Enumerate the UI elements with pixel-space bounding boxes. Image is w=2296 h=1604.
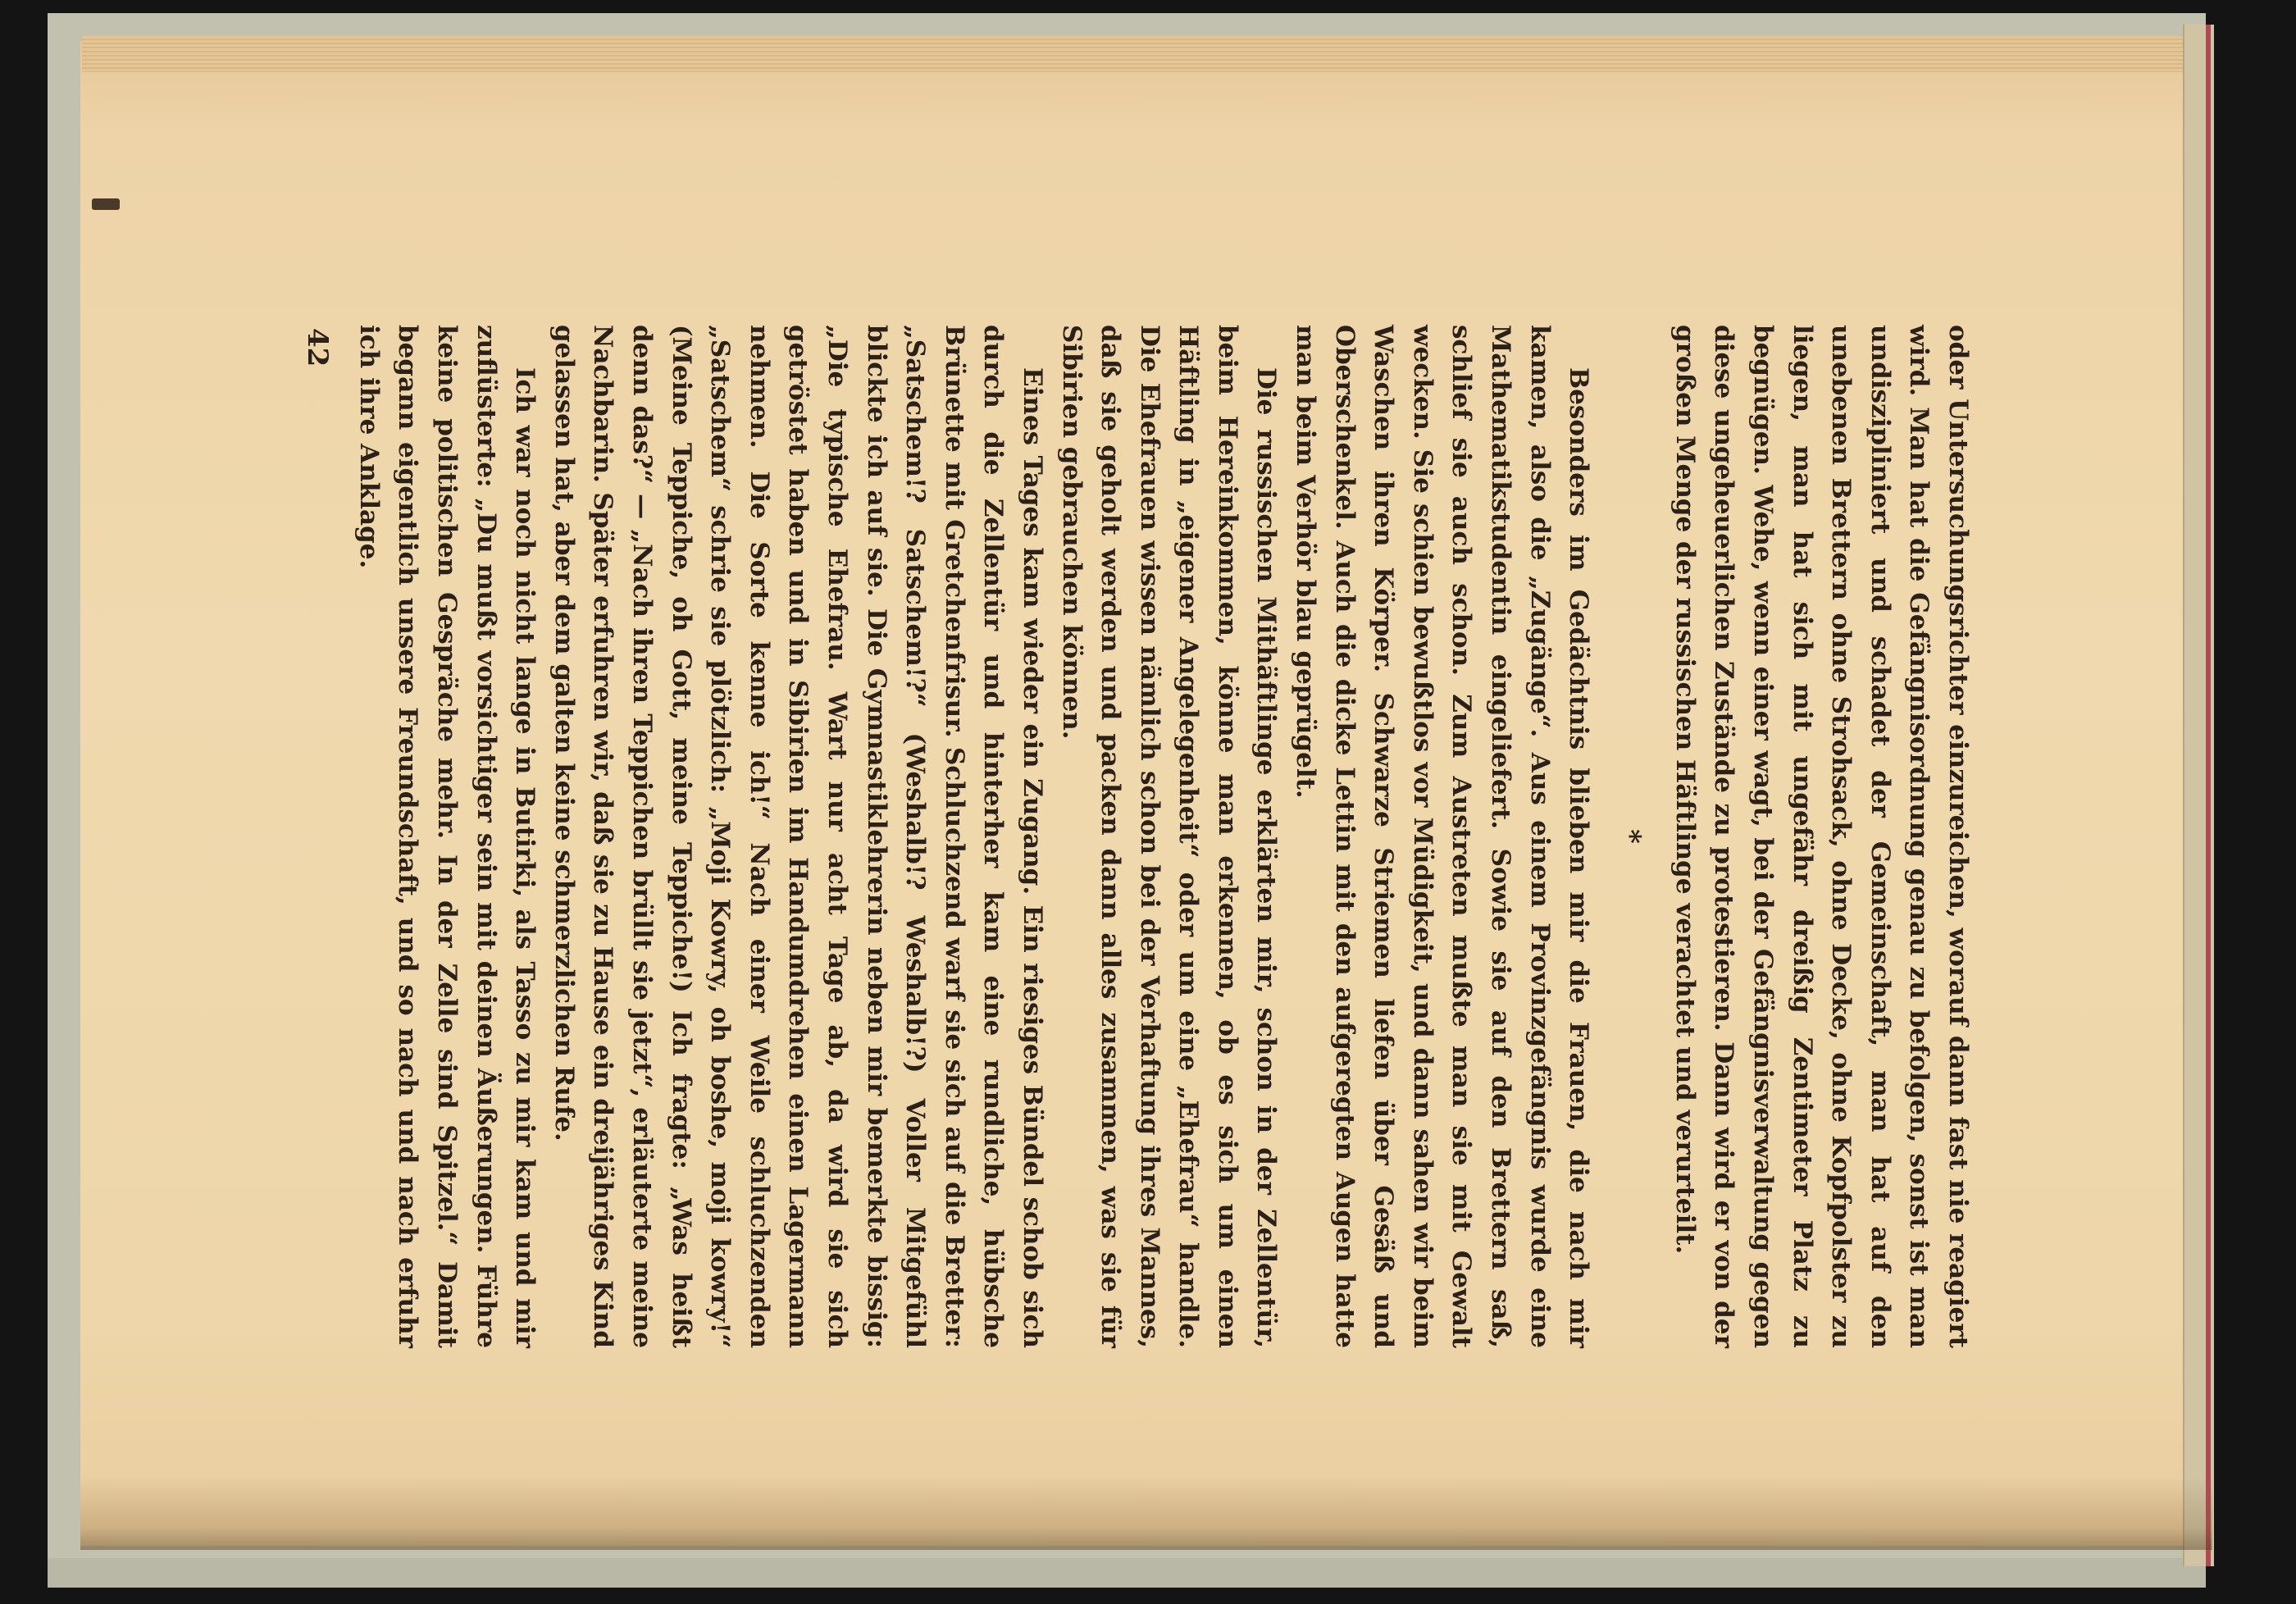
page-edge-red-stain xyxy=(2206,25,2211,1566)
page-text-block xyxy=(304,325,1977,1348)
paragraph: Eines Tages kam wieder ein Zugang. Ein riesiges Bündel schob sich durch die Zellentür und hinterher kam eine rundliche, hübsche Brünette mit Gretchenfrisur. Schluchzend warf sie sich auf die Bretter: „Satschem!? Satschem!?“ (Weshalb!? Weshalb!?) Voller Mitgefühl blickte ich auf sie. Die Gymnastiklehrerin neben mir bemerkte bissig: „Die typische Ehefrau. Wart nur acht Tage ab, da wird sie sich getröstet haben und in Sibirien im Handumdrehen einen Lagermann nehmen. Die Sorte kenne ich!“ Nach einer Weile schluchzenden „Satschem“ schrie sie plötzlich: „Moji Kowry, oh boshe, moji kowry!“ (Meine Teppiche, oh Gott, meine Teppiche!) Ich fragte: „Was heißt denn das?“ — „Nach ihren Teppichen brüllt sie jetzt“, erläuterte meine Nachbarin. Später erfuhren wir, daß sie zu Hause ein dreijähriges Kind gelassen hat, aber dem galten keine schmerzlichen Rufe. xyxy=(549,325,1047,1348)
page-number-wrapper xyxy=(301,328,334,367)
page-number: 42 xyxy=(301,328,334,367)
edge-mark xyxy=(92,198,120,210)
spine-gutter-shadow xyxy=(80,1476,2212,1550)
section-separator: * xyxy=(1614,829,1647,844)
paragraph: oder Untersuchungsrichter einzureichen, worauf dann fast nie reagiert wird. Man hat die Gefängnisordnung genau zu befolgen, sonst ist man undiszipliniert und schadet der Gemeinschaft, man hat auf den unebenen Brettern ohne Strohsack, ohne Decke, ohne Kopfpolster zu liegen, man hat sich mit ungefähr dreißig Zentimeter Platz zu begnügen. Wehe, wenn einer wagt, bei der Gefängnisverwaltung gegen diese ungeheuerlichen Zustände zu protestieren. Dann wird er von der großen Menge der russischen Häftlinge verachtet und verurteilt. xyxy=(1670,325,1973,1348)
book-cover-bottom-edge xyxy=(48,1558,2206,1588)
paragraph: Besonders im Gedächtnis blieben mir die Frauen, die nach mir kamen, also die „Zugänge“. Aus einem Provinzgefängnis wurde eine Mathematikstudentin eingeliefert. Sowie sie auf den Brettern saß, schlief sie auch schon. Zum Austreten mußte man sie mit Gewalt wecken. Sie schien bewußtlos vor Müdigkeit, und dann sahen wir beim Waschen ihren Körper. Schwarze Striemen liefen über Gesäß und Oberschenkel. Auch die dicke Lettin mit den aufgeregten Augen hatte man beim Verhör blau geprügelt. xyxy=(1291,325,1594,1348)
page-stack-edge xyxy=(82,36,2211,72)
paragraph: Die russischen Mithäftlinge erklärten mir, schon in der Zellentür, beim Hereinkommen, könne man erkennen, ob es sich um einen Häftling in „eigener Angelegenheit“ oder um eine „Ehefrau“ handle. Die Ehefrauen wissen nämlich schon bei der Verhaftung ihres Mannes, daß sie geholt werden und packen dann alles zusammen, was sie für Sibirien gebrauchen können. xyxy=(1056,325,1282,1348)
paragraph: Ich war noch nicht lange in Butirki, als Tasso zu mir kam und mir zuflüsterte: „Du mußt vorsichtiger sein mit deinen Äußerungen. Führe keine politischen Gespräche mehr. In der Zelle sind Spitzel.“ Damit begann eigentlich unsere Freundschaft, und so nach und nach erfuhr ich ihre Anklage. xyxy=(353,325,540,1348)
